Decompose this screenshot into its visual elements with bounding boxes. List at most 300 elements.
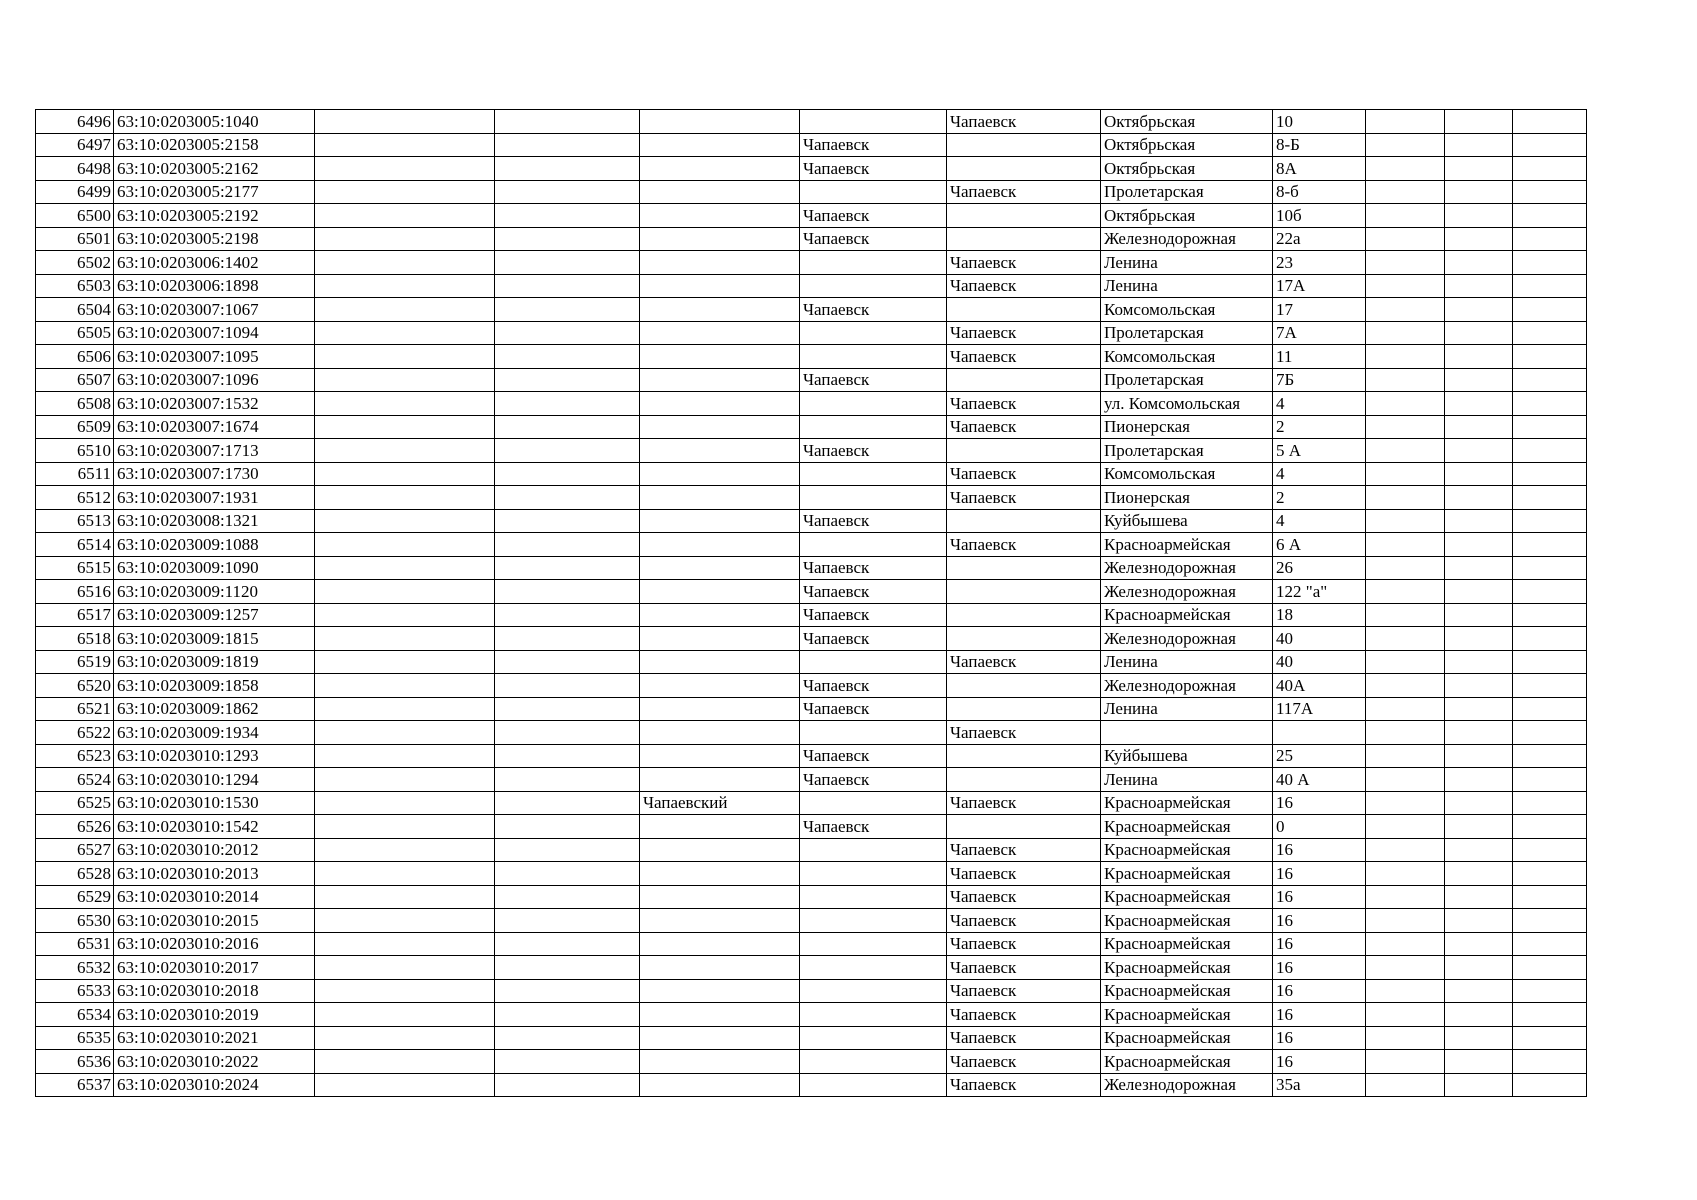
cell-district	[640, 486, 800, 510]
cell-district	[640, 1026, 800, 1050]
cell-col-12	[1513, 462, 1587, 486]
table-row	[36, 509, 1587, 533]
cell-city-a: Чапаевск	[800, 627, 947, 651]
cell-street: Красноармейская	[1101, 1003, 1273, 1027]
cell-col-12	[1513, 1003, 1587, 1027]
table-row	[36, 815, 1587, 839]
cell-col-3	[315, 274, 495, 298]
cell-street: Комсомольская	[1101, 462, 1273, 486]
cell-col-4	[495, 744, 640, 768]
cell-col-3	[315, 1050, 495, 1074]
cell-city-b: Чапаевск	[947, 486, 1101, 510]
cell-col-10	[1366, 650, 1445, 674]
cell-col-12	[1513, 979, 1587, 1003]
cell-cadastral-number: 63:10:0203010:2012	[114, 838, 315, 862]
cell-col-4	[495, 815, 640, 839]
cell-house-number: 122 "а"	[1273, 580, 1366, 604]
table-row	[36, 979, 1587, 1003]
cell-house-number: 16	[1273, 932, 1366, 956]
table-row	[36, 1003, 1587, 1027]
cell-cadastral-number: 63:10:0203007:1095	[114, 345, 315, 369]
cell-city-b: Чапаевск	[947, 462, 1101, 486]
cell-col-12	[1513, 251, 1587, 275]
cell-col-4	[495, 133, 640, 157]
cell-street: Железнодорожная	[1101, 674, 1273, 698]
table-row	[36, 909, 1587, 933]
cell-col-4	[495, 768, 640, 792]
cell-house-number: 17А	[1273, 274, 1366, 298]
cell-city-a	[800, 1003, 947, 1027]
cell-col-10	[1366, 721, 1445, 745]
cell-col-4	[495, 462, 640, 486]
cell-district	[640, 415, 800, 439]
table-row	[36, 251, 1587, 275]
cell-row-number: 6510	[36, 439, 114, 463]
cell-street: Красноармейская	[1101, 1050, 1273, 1074]
cell-street: Ленина	[1101, 251, 1273, 275]
cell-col-3	[315, 744, 495, 768]
cell-street: Пролетарская	[1101, 368, 1273, 392]
cell-cadastral-number: 63:10:0203005:2177	[114, 180, 315, 204]
cell-col-10	[1366, 603, 1445, 627]
cell-city-b: Чапаевск	[947, 862, 1101, 886]
cell-cadastral-number: 63:10:0203009:1819	[114, 650, 315, 674]
cell-street: Ленина	[1101, 697, 1273, 721]
cell-city-a: Чапаевск	[800, 768, 947, 792]
cell-cadastral-number: 63:10:0203009:1934	[114, 721, 315, 745]
cell-col-3	[315, 603, 495, 627]
cell-col-10	[1366, 1073, 1445, 1097]
cell-col-11	[1445, 321, 1513, 345]
cell-col-11	[1445, 110, 1513, 134]
cell-district	[640, 909, 800, 933]
cell-col-10	[1366, 462, 1445, 486]
cell-cadastral-number: 63:10:0203010:1294	[114, 768, 315, 792]
cell-col-12	[1513, 862, 1587, 886]
table-row	[36, 862, 1587, 886]
cell-col-12	[1513, 815, 1587, 839]
cell-city-a	[800, 345, 947, 369]
cell-col-4	[495, 1073, 640, 1097]
cell-house-number: 16	[1273, 909, 1366, 933]
cell-col-3	[315, 580, 495, 604]
cell-district	[640, 580, 800, 604]
cell-cadastral-number: 63:10:0203010:2016	[114, 932, 315, 956]
cell-cadastral-number: 63:10:0203010:1542	[114, 815, 315, 839]
cell-district	[640, 956, 800, 980]
cell-col-12	[1513, 885, 1587, 909]
cell-cadastral-number: 63:10:0203007:1094	[114, 321, 315, 345]
cell-city-a: Чапаевск	[800, 157, 947, 181]
cell-col-3	[315, 392, 495, 416]
table-row	[36, 180, 1587, 204]
cell-street: Ленина	[1101, 650, 1273, 674]
cell-city-a	[800, 274, 947, 298]
cell-col-3	[315, 204, 495, 228]
cell-city-b: Чапаевск	[947, 110, 1101, 134]
cell-row-number: 6530	[36, 909, 114, 933]
cell-row-number: 6518	[36, 627, 114, 651]
cell-district	[640, 298, 800, 322]
cell-city-a: Чапаевск	[800, 697, 947, 721]
cell-city-b: Чапаевск	[947, 791, 1101, 815]
cell-col-11	[1445, 533, 1513, 557]
cell-city-b: Чапаевск	[947, 1003, 1101, 1027]
cell-house-number: 16	[1273, 956, 1366, 980]
cell-house-number: 16	[1273, 979, 1366, 1003]
table-row	[36, 1050, 1587, 1074]
cell-col-10	[1366, 392, 1445, 416]
cell-city-b	[947, 368, 1101, 392]
cell-col-10	[1366, 368, 1445, 392]
table-row	[36, 298, 1587, 322]
cell-house-number: 40	[1273, 627, 1366, 651]
cell-col-4	[495, 486, 640, 510]
cell-city-b: Чапаевск	[947, 345, 1101, 369]
cell-col-12	[1513, 556, 1587, 580]
cell-street: Красноармейская	[1101, 909, 1273, 933]
cell-col-3	[315, 674, 495, 698]
cell-col-3	[315, 110, 495, 134]
cell-cadastral-number: 63:10:0203010:2018	[114, 979, 315, 1003]
cell-city-b: Чапаевск	[947, 838, 1101, 862]
cell-col-3	[315, 815, 495, 839]
cell-house-number: 16	[1273, 1050, 1366, 1074]
cell-street: Красноармейская	[1101, 815, 1273, 839]
cell-house-number: 16	[1273, 862, 1366, 886]
cell-row-number: 6500	[36, 204, 114, 228]
cell-house-number: 11	[1273, 345, 1366, 369]
cell-col-11	[1445, 721, 1513, 745]
cell-house-number: 40А	[1273, 674, 1366, 698]
cell-col-3	[315, 1003, 495, 1027]
cell-col-10	[1366, 204, 1445, 228]
cell-col-3	[315, 721, 495, 745]
cell-col-3	[315, 251, 495, 275]
cell-col-11	[1445, 979, 1513, 1003]
cell-cadastral-number: 63:10:0203005:2162	[114, 157, 315, 181]
cell-city-a: Чапаевск	[800, 298, 947, 322]
cell-col-11	[1445, 791, 1513, 815]
cell-city-a	[800, 415, 947, 439]
cell-col-11	[1445, 204, 1513, 228]
cell-district	[640, 439, 800, 463]
cell-col-3	[315, 768, 495, 792]
cell-district	[640, 133, 800, 157]
cell-cadastral-number: 63:10:0203005:1040	[114, 110, 315, 134]
cell-col-3	[315, 439, 495, 463]
cell-col-3	[315, 791, 495, 815]
cell-street: Октябрьская	[1101, 110, 1273, 134]
cell-row-number: 6512	[36, 486, 114, 510]
cell-house-number: 17	[1273, 298, 1366, 322]
cell-row-number: 6496	[36, 110, 114, 134]
cell-col-12	[1513, 1050, 1587, 1074]
cell-col-12	[1513, 298, 1587, 322]
cell-street: Красноармейская	[1101, 885, 1273, 909]
cell-city-b: Чапаевск	[947, 392, 1101, 416]
cell-row-number: 6511	[36, 462, 114, 486]
cell-row-number: 6527	[36, 838, 114, 862]
cell-city-a	[800, 462, 947, 486]
cell-city-a	[800, 862, 947, 886]
table-row	[36, 368, 1587, 392]
cell-house-number: 10	[1273, 110, 1366, 134]
cell-city-b: Чапаевск	[947, 909, 1101, 933]
cell-col-4	[495, 956, 640, 980]
table-row	[36, 885, 1587, 909]
cell-district	[640, 392, 800, 416]
cell-house-number: 25	[1273, 744, 1366, 768]
cell-city-b	[947, 627, 1101, 651]
cell-col-10	[1366, 180, 1445, 204]
cell-row-number: 6535	[36, 1026, 114, 1050]
cell-row-number: 6509	[36, 415, 114, 439]
cell-col-10	[1366, 862, 1445, 886]
cell-row-number: 6520	[36, 674, 114, 698]
cell-col-4	[495, 392, 640, 416]
cell-col-11	[1445, 251, 1513, 275]
table-row	[36, 227, 1587, 251]
cell-city-b: Чапаевск	[947, 1026, 1101, 1050]
cell-city-a: Чапаевск	[800, 439, 947, 463]
cell-cadastral-number: 63:10:0203007:1096	[114, 368, 315, 392]
cell-cadastral-number: 63:10:0203007:1067	[114, 298, 315, 322]
cell-col-11	[1445, 157, 1513, 181]
cell-house-number: 4	[1273, 392, 1366, 416]
cell-col-12	[1513, 392, 1587, 416]
cell-house-number: 23	[1273, 251, 1366, 275]
cell-cadastral-number: 63:10:0203009:1120	[114, 580, 315, 604]
cell-city-b: Чапаевск	[947, 885, 1101, 909]
cell-city-a: Чапаевск	[800, 133, 947, 157]
cell-row-number: 6506	[36, 345, 114, 369]
cell-house-number: 22а	[1273, 227, 1366, 251]
table-row	[36, 1073, 1587, 1097]
cell-district	[640, 204, 800, 228]
cell-street: Куйбышева	[1101, 744, 1273, 768]
cell-col-3	[315, 932, 495, 956]
cell-col-3	[315, 180, 495, 204]
cell-col-4	[495, 791, 640, 815]
cell-street: Железнодорожная	[1101, 556, 1273, 580]
cell-house-number: 40	[1273, 650, 1366, 674]
cell-col-11	[1445, 415, 1513, 439]
cell-col-11	[1445, 345, 1513, 369]
cell-street: Красноармейская	[1101, 956, 1273, 980]
cell-col-4	[495, 627, 640, 651]
cell-row-number: 6519	[36, 650, 114, 674]
cell-street: Красноармейская	[1101, 791, 1273, 815]
cell-house-number: 16	[1273, 838, 1366, 862]
cell-street: Октябрьская	[1101, 204, 1273, 228]
cell-col-4	[495, 1003, 640, 1027]
cell-col-3	[315, 838, 495, 862]
cell-cadastral-number: 63:10:0203005:2158	[114, 133, 315, 157]
cell-row-number: 6498	[36, 157, 114, 181]
cell-col-10	[1366, 110, 1445, 134]
cell-district	[640, 815, 800, 839]
cell-row-number: 6522	[36, 721, 114, 745]
cell-house-number: 16	[1273, 791, 1366, 815]
cell-col-12	[1513, 674, 1587, 698]
table-row	[36, 274, 1587, 298]
cell-row-number: 6528	[36, 862, 114, 886]
cell-district	[640, 368, 800, 392]
cell-city-a	[800, 486, 947, 510]
cell-col-11	[1445, 392, 1513, 416]
cell-col-11	[1445, 603, 1513, 627]
cell-col-10	[1366, 815, 1445, 839]
cell-col-10	[1366, 486, 1445, 510]
cell-row-number: 6516	[36, 580, 114, 604]
cell-col-11	[1445, 486, 1513, 510]
cell-col-12	[1513, 909, 1587, 933]
cell-col-3	[315, 345, 495, 369]
table-row	[36, 650, 1587, 674]
cell-city-a	[800, 1050, 947, 1074]
cell-col-3	[315, 415, 495, 439]
cell-house-number	[1273, 721, 1366, 745]
cell-col-10	[1366, 415, 1445, 439]
cell-cadastral-number: 63:10:0203009:1090	[114, 556, 315, 580]
table-row	[36, 580, 1587, 604]
table-row	[36, 486, 1587, 510]
cell-col-10	[1366, 697, 1445, 721]
cell-city-b	[947, 674, 1101, 698]
cell-district	[640, 157, 800, 181]
cell-col-12	[1513, 580, 1587, 604]
cell-cadastral-number: 63:10:0203005:2192	[114, 204, 315, 228]
cell-col-11	[1445, 1073, 1513, 1097]
cell-col-3	[315, 1026, 495, 1050]
cell-city-a: Чапаевск	[800, 556, 947, 580]
cell-cadastral-number: 63:10:0203006:1402	[114, 251, 315, 275]
cell-col-4	[495, 556, 640, 580]
cell-col-4	[495, 862, 640, 886]
cell-city-a	[800, 791, 947, 815]
cell-district	[640, 274, 800, 298]
cell-street: ул. Комсомольская	[1101, 392, 1273, 416]
cell-col-12	[1513, 1073, 1587, 1097]
cell-district	[640, 721, 800, 745]
cell-col-4	[495, 274, 640, 298]
cell-district	[640, 603, 800, 627]
cell-col-11	[1445, 862, 1513, 886]
cell-street: Красноармейская	[1101, 932, 1273, 956]
cell-city-b: Чапаевск	[947, 415, 1101, 439]
cell-col-12	[1513, 956, 1587, 980]
cell-district	[640, 462, 800, 486]
cell-district	[640, 110, 800, 134]
cell-col-12	[1513, 650, 1587, 674]
cell-col-4	[495, 157, 640, 181]
cell-street: Октябрьская	[1101, 133, 1273, 157]
cell-col-10	[1366, 345, 1445, 369]
cell-cadastral-number: 63:10:0203010:2014	[114, 885, 315, 909]
cell-row-number: 6514	[36, 533, 114, 557]
cell-row-number: 6532	[36, 956, 114, 980]
cell-row-number: 6505	[36, 321, 114, 345]
table-row	[36, 627, 1587, 651]
cell-col-12	[1513, 439, 1587, 463]
cell-col-10	[1366, 627, 1445, 651]
cell-col-3	[315, 1073, 495, 1097]
cell-city-a	[800, 909, 947, 933]
cell-city-a: Чапаевск	[800, 744, 947, 768]
cell-col-10	[1366, 274, 1445, 298]
table-row	[36, 321, 1587, 345]
cell-city-a: Чапаевск	[800, 603, 947, 627]
cell-city-b: Чапаевск	[947, 650, 1101, 674]
cell-col-11	[1445, 227, 1513, 251]
cell-city-a: Чапаевск	[800, 674, 947, 698]
cell-district	[640, 627, 800, 651]
cell-street: Ленина	[1101, 768, 1273, 792]
cell-col-4	[495, 509, 640, 533]
cell-city-b	[947, 133, 1101, 157]
cell-col-3	[315, 885, 495, 909]
cell-col-10	[1366, 932, 1445, 956]
cell-cadastral-number: 63:10:0203010:2022	[114, 1050, 315, 1074]
cell-city-a: Чапаевск	[800, 204, 947, 228]
cell-cadastral-number: 63:10:0203007:1674	[114, 415, 315, 439]
cell-city-b	[947, 298, 1101, 322]
cell-house-number: 8-Б	[1273, 133, 1366, 157]
cell-col-12	[1513, 227, 1587, 251]
cell-house-number: 4	[1273, 462, 1366, 486]
cell-col-11	[1445, 439, 1513, 463]
cell-col-12	[1513, 368, 1587, 392]
cell-row-number: 6537	[36, 1073, 114, 1097]
cell-col-10	[1366, 251, 1445, 275]
cell-col-12	[1513, 157, 1587, 181]
cell-city-b	[947, 603, 1101, 627]
cell-col-4	[495, 439, 640, 463]
cell-house-number: 26	[1273, 556, 1366, 580]
cell-col-4	[495, 603, 640, 627]
cell-row-number: 6534	[36, 1003, 114, 1027]
cell-district	[640, 862, 800, 886]
cell-col-3	[315, 509, 495, 533]
cell-house-number: 35а	[1273, 1073, 1366, 1097]
cell-cadastral-number: 63:10:0203010:1293	[114, 744, 315, 768]
cell-row-number: 6503	[36, 274, 114, 298]
cell-row-number: 6523	[36, 744, 114, 768]
table-row	[36, 415, 1587, 439]
cell-row-number: 6524	[36, 768, 114, 792]
cell-cadastral-number: 63:10:0203010:2013	[114, 862, 315, 886]
cell-street: Октябрьская	[1101, 157, 1273, 181]
cell-col-3	[315, 697, 495, 721]
cell-col-4	[495, 674, 640, 698]
table-row	[36, 1026, 1587, 1050]
cell-col-10	[1366, 298, 1445, 322]
cell-col-11	[1445, 509, 1513, 533]
cell-city-b: Чапаевск	[947, 321, 1101, 345]
cell-col-11	[1445, 650, 1513, 674]
cell-col-10	[1366, 580, 1445, 604]
cell-col-11	[1445, 133, 1513, 157]
cell-city-b: Чапаевск	[947, 932, 1101, 956]
cell-col-4	[495, 580, 640, 604]
cell-cadastral-number: 63:10:0203010:2021	[114, 1026, 315, 1050]
cell-cadastral-number: 63:10:0203010:2024	[114, 1073, 315, 1097]
cell-col-10	[1366, 838, 1445, 862]
cell-col-10	[1366, 556, 1445, 580]
cell-col-4	[495, 979, 640, 1003]
cell-col-12	[1513, 509, 1587, 533]
